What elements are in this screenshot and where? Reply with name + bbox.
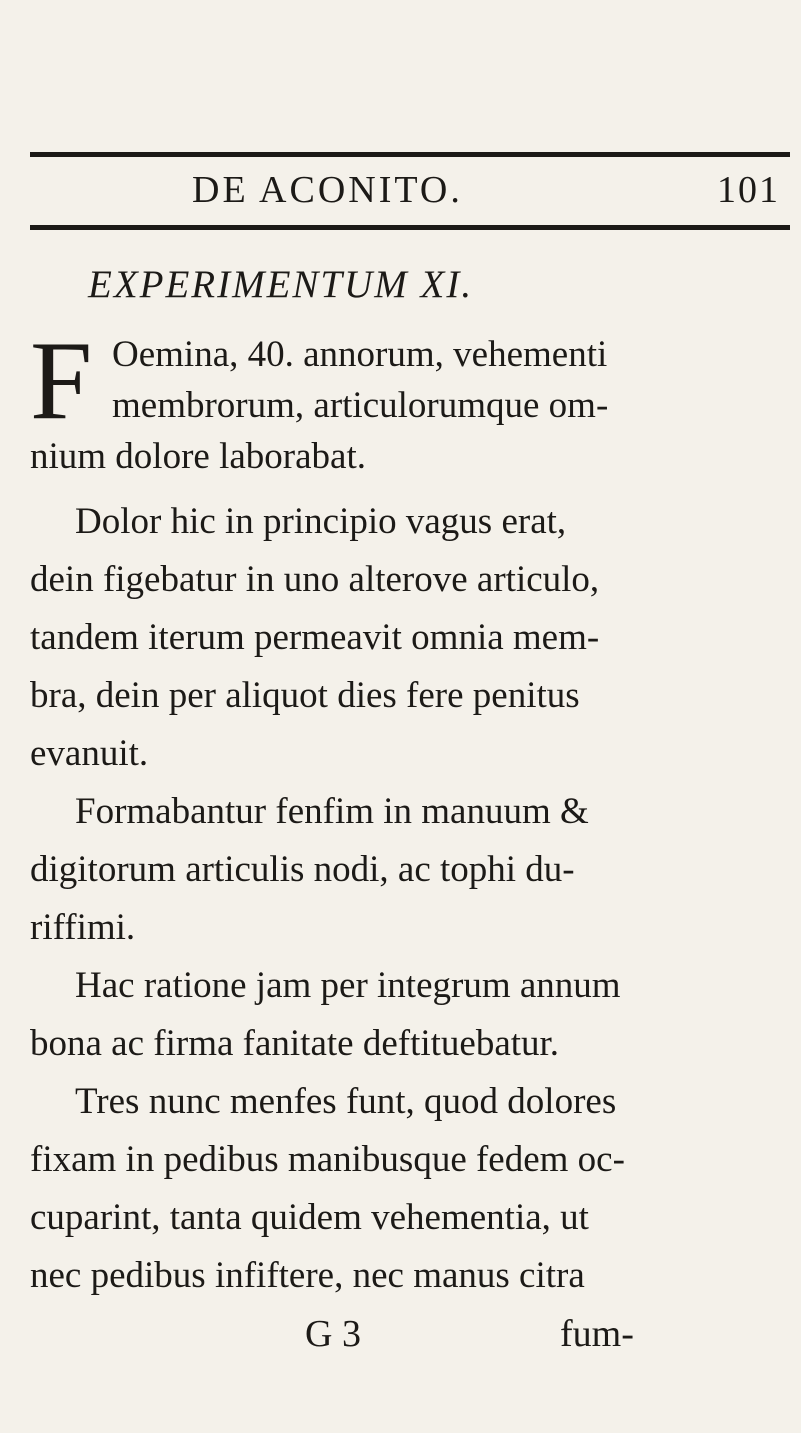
text-line: Hac ratione jam per integrum annum: [75, 965, 621, 1006]
text-line: bra, dein per aliquot dies fere penitus: [30, 675, 580, 716]
page-header: [30, 162, 790, 218]
text-line: evanuit.: [30, 733, 149, 774]
page-number: 101: [717, 169, 780, 211]
text-line: Tres nunc menfes funt, quod dolores: [75, 1081, 617, 1122]
text-line: dein figebatur in uno alterove articulo,: [30, 559, 600, 600]
header-rule-top: [30, 152, 790, 157]
text-line: Oemina, 40. annorum, vehementi: [112, 334, 608, 375]
text-line: membrorum, articulorumque om-: [112, 385, 609, 426]
text-line: cuparint, tanta quidem vehementia, ut: [30, 1197, 589, 1238]
header-rule-bottom: [30, 225, 790, 230]
text-line: nium dolore laborabat.: [30, 436, 366, 477]
text-line: tandem iterum permeavit omnia mem-: [30, 617, 600, 658]
running-head: DE ACONITO.: [192, 169, 463, 211]
catchword: fum-: [560, 1313, 634, 1355]
text-line: riffimi.: [30, 907, 136, 948]
text-line: Dolor hic in principio vagus erat,: [75, 501, 567, 542]
signature-mark: G 3: [305, 1313, 361, 1355]
text-line: digitorum articulis nodi, ac tophi du-: [30, 849, 575, 890]
text-line: fixam in pedibus manibusque fedem oc-: [30, 1139, 625, 1180]
text-line: Formabantur fenfim in manuum &: [75, 791, 589, 832]
text-line: bona ac firma fanitate deftituebatur.: [30, 1023, 560, 1064]
text-line: nec pedibus infiftere, nec manus citra: [30, 1255, 585, 1296]
drop-cap: F: [30, 319, 93, 443]
section-title: EXPERIMENTUM XI.: [88, 263, 474, 306]
